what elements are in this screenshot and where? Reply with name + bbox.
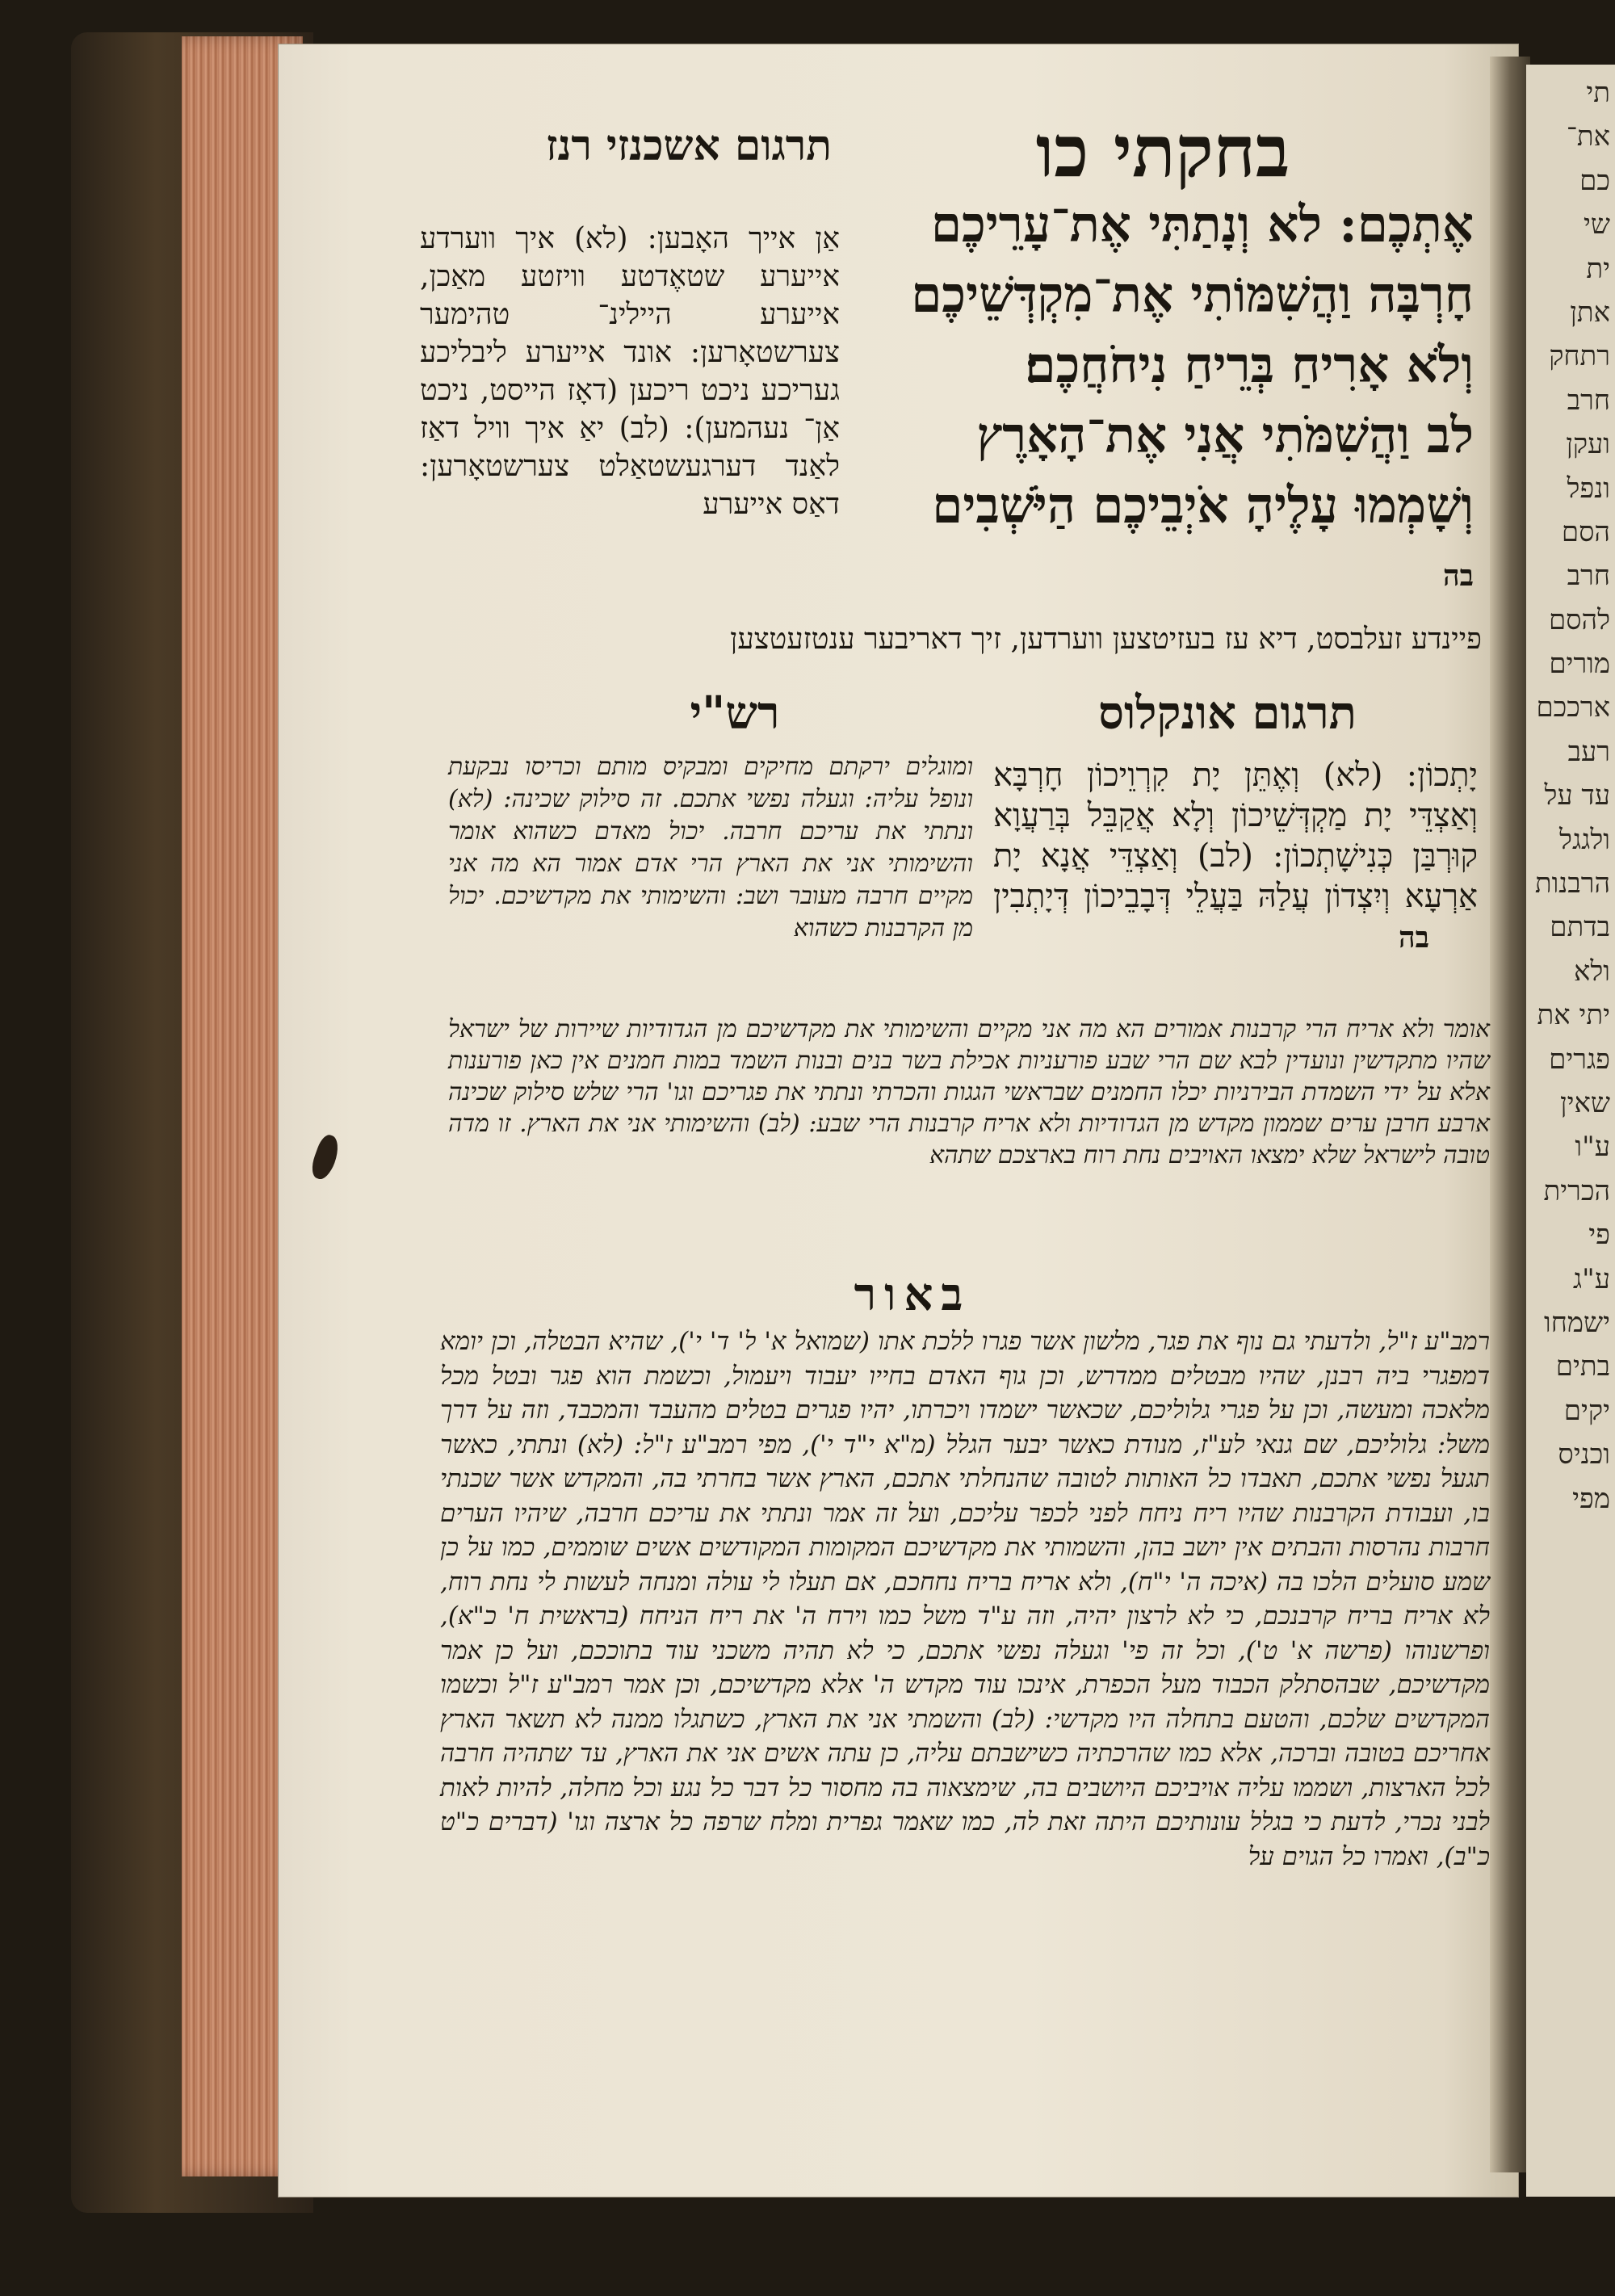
facing-page-fragment-line: בתים xyxy=(1555,1350,1610,1383)
torah-line: וְשָׁמְמוּ עָלֶיהָ אֹיְבֵיכֶם הַיֹּשְׁבִים xyxy=(932,477,1474,535)
facing-page-fragment-line: הסם xyxy=(1561,515,1610,548)
facing-page-fragment-line: רעב xyxy=(1567,735,1610,768)
facing-page-text xyxy=(1526,65,1615,1527)
facing-page-fragment-line: אתן xyxy=(1570,296,1610,329)
facing-page-fragment-line: מורים xyxy=(1549,648,1610,681)
facing-page-fragment-line: ית xyxy=(1586,252,1610,285)
onkelos-heading: תרגום אונקלוס xyxy=(1098,686,1357,740)
facing-page-fragment-line: ארככם xyxy=(1536,691,1610,724)
facing-page-fragment-line: ונפל xyxy=(1567,472,1610,505)
rashi-heading: רש"י xyxy=(690,686,780,740)
translation-title: תרגום אשכנזי xyxy=(606,121,832,170)
facing-page-fragment-line: ע"ג xyxy=(1572,1262,1610,1295)
yiddish-translation-continuation: פיינדע זעלבסט, דיא עז בעזיטצען ווערדען, זיך דאריבער ענטזעטצען xyxy=(730,623,1482,656)
torah-line: לב וַהֲשִׁמֹּתִי אֲנִי אֶת־הָאָרֶץ xyxy=(976,407,1474,464)
torah-catchword: בה xyxy=(1442,559,1474,593)
facing-page-fragment-line: שאין xyxy=(1559,1086,1610,1119)
facing-page-fragment-line: ולגגל xyxy=(1559,823,1610,856)
facing-page-fragment-line: הרבנות xyxy=(1534,867,1610,900)
facing-page-fragment-line: ע"ו xyxy=(1575,1131,1610,1164)
biur-heading: באור xyxy=(854,1268,971,1321)
facing-page-fragment-line: ישמחו xyxy=(1544,1306,1610,1339)
facing-page-fragment-line: ולא xyxy=(1573,955,1610,988)
facing-page-fragment-line: פגרים xyxy=(1549,1043,1610,1076)
facing-page-fragment xyxy=(1526,65,1615,2197)
facing-page-fragment-line: מפי xyxy=(1572,1482,1610,1515)
facing-page-fragment-line: פי xyxy=(1588,1219,1610,1252)
book-gutter xyxy=(1490,57,1530,2172)
torah-text xyxy=(860,190,1474,611)
facing-page-fragment-line: תי xyxy=(1586,77,1610,109)
onkelos-text xyxy=(993,755,1478,958)
yiddish-translation: אַן אייך האָבען: (לא) איך ווערדע אייערע שטאֶדטע וויזטע מאַכן, אייערע היילינ־ טהימער צערשטאָרען: אונד אייערע ליבליכע געריכע ניכט ריכען (דאָז הייסט, ניכט אַן־ נעהמען): (לב) יאַ איך וויל דאַז לאַנד דערגעשטאַלט צערשטאָרען: דאַס אייערע xyxy=(420,222,840,521)
parasha-header: בחקתי כו xyxy=(1035,109,1290,193)
facing-page-fragment-line: יקים xyxy=(1563,1394,1610,1427)
page-number: רנז xyxy=(545,121,592,170)
rashi-column: ומוגלים ירקתם מחיקים ומבקיס מותם וכריסו נבקעת ונופל עליה: וגעלה נפשי אתכם. זה סילוק שכינה: (לא) ונתתי את עריכם חרבה. יכול מאדם כשהוא אומר והשימותי אני את הארץ הרי אדם אמור הא מה אני מקיים חרבה מעובר ושב: והשימותי את מקדשיכם. יכול מן הקרבנות כשהוא xyxy=(448,753,973,942)
facing-page-fragment-line: שי xyxy=(1584,208,1610,241)
torah-line: וְלֹא אָרִיחַ בְּרֵיחַ נִיחֹחֲכֶם׃ xyxy=(1025,337,1474,394)
facing-page-fragment-line: את־ xyxy=(1566,120,1610,153)
onkelos-catchword: בה xyxy=(1398,921,1429,955)
facing-page-fragment-line: יתי את xyxy=(1537,999,1610,1032)
facing-page-fragment-line: רתחק xyxy=(1549,340,1610,373)
torah-line: אֶתְכֶם: לא וְנָתַתִּי אֶת־עָרֵיכֶם xyxy=(930,196,1474,254)
facing-page-fragment-line: כם xyxy=(1579,164,1610,197)
facing-page-fragment-line: חרב xyxy=(1567,384,1610,417)
facing-page-fragment-line: חרב xyxy=(1567,560,1610,593)
facing-page-fragment-line: להסם xyxy=(1548,603,1610,636)
facing-page-fragment-line: הכרית xyxy=(1543,1174,1610,1207)
rashi-continuation: אומר ולא אריח הרי קרבנות אמורים הא מה אני מקיים והשימותי את מקדשיכם מן הגדודיות שיירות של ישראל שהיו מתקדשין ונועדין לבא שם הרי שבע פורעניות אכילת בשר בנים ובנות השמד במות חמנים אין כאן פורענות אלא על ידי השמדת הבירניות יכלו החמנים שבראשי הגגות והכרתי ונתתי את פגריכם וגו' הרי שלש סילוק שכינה ארבע חרבן ערים שממון מקדש מן הגדודיות ולא אריח קרבנות הרי שבע: (לב) והשימותי אני את הארץ. זו מדה טובה לישראל שלא ימצאו האויבים נחת רוח בארצכם שתהא xyxy=(448,1015,1490,1169)
translation-header xyxy=(428,121,832,170)
facing-page-fragment-line: בדתם xyxy=(1550,911,1610,944)
facing-page-fragment-line: ועקן xyxy=(1566,428,1610,461)
onkelos-body: יָתְכוֹן: (לא) וְאֶתֵּן יָת קִרְוֵיכוֹן חָרְבָּא וְאַצְדֵּי יָת מַקְדְּשֵׁיכוֹן וְלָא אֲקַבֵּל בְּרַעֲוָא קוּרְבַּן כְּנִישָׁתְכוֹן: (לב) וְאַצְדֵּי אֲנָא יָת אַרְעָא וְיִצְדוֹן עֲלַהּ בַּעֲלֵי דְּבָבֵיכוֹן דְּיָתְבִין xyxy=(993,757,1478,915)
biur-text: רמב"ע ז"ל, ולדעתי גם נוף את פגר, מלשון אשר פגרו ללכת אתו (שמואל א' ל' ד' י'), שהיא הבטלה, וכן יומא דמפגרי ביה רבנן, שהיו מבטלים ממדרש, וכן גוף האדם בחייו יעבוד ויעמול, וכשמת הוא פגר ובטל מכל מלאכה ומעשה, וכן על פגרי גלוליכם, שכאשר ישמדו ויכרתו, יהיו פגרים בטלים מהעבד והמכבד, וזה על דרך משל: גלוליכם, שם גנאי לע"ז, מנודת כאשר יבער הגלל (מ"א י"ד י'), מפי רמב"ע ז"ל: (לא) ונתתי, כאשר תגעל נפשי אתכם, תאבדו כל האותות לטובה שהנחלתי אתכם, הארץ אשר בחרתי בה, והמקדש אשר שכנתי בו, ועבודת הקרבנות שהיו ריח ניחח לפני לכפר עליכם, ועל זה אמר ונתתי את עריכם חרבה, שיהיו הערים חרבות נהרסות והבתים אין יושב בהן, והשמותי את מקדשיכם המקומות המקודשים אשים שוממים, כמו על כן שמע סועלים הלכו בה (איכה ה' י"ח), ולא אריח בריח נחחכם, אם תעלו לי עולה ומנחה לעשות לי נחת רוח, לא אריח בריח קרבנכם, כי לא לרצון יהיה, וזה ע"ד משל כמו וירח ה' את ריח הניחח (בראשית ח' כ"א), ופרשנוהו (פרשה א' ט'), וכל זה פי' וגעלה נפשי אתכם, כי לא תהיה משכני עוד בתוככם, ועל כן אמר מקדשיכם, שבהסתלק הכבוד מעל הכפרת, אינכו עוד מקדש ה' אלא מקדשיכם, וכן אמר רמב"ע ז"ל וכשמו המקדשים שלכם, והטעם בתחלה היו מקדשי: (לב) והשמתי אני את הארץ, כשתגלו ממנה לא תשאר הארץ אחריכם בטובה וברכה, אלא כמו שהרכתיה כשישבתם עליה, כן עתה אשים אני את הארץ, עד שתהיה חרבה לכל הארצות, ושממו עליה אויביכם היושבים בה, שימצאוה בה מחסור כל דבר כל נגע וכל מחלה, להיות לאות לבני נכרי, לדעת כי בגלל עונותיכם היתה זאת לה, כמו שאמר גפרית ומלח שרפה כל ארצה וגו' (דברים כ"ט כ"ב), ואמרו כל הגוים על xyxy=(440,1327,1490,1871)
facing-page-fragment-line: וכניס xyxy=(1558,1438,1610,1471)
torah-line: חָרְבָּה וַהֲשִׁמּוֹתִי אֶת־מִקְדְּשֵׁיכֶם xyxy=(911,267,1474,324)
facing-page-fragment-line: עד על xyxy=(1544,779,1610,812)
